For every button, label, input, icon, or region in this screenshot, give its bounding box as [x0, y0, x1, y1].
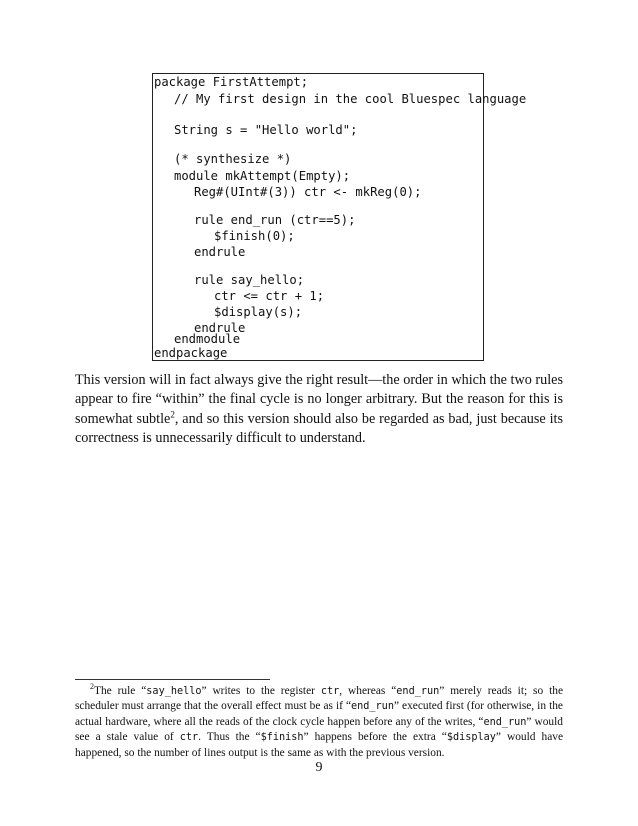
code-line: (* synthesize *) — [174, 152, 292, 166]
footnote-code: end_run — [351, 701, 394, 713]
code-line: $display(s); — [214, 305, 303, 319]
footnote-text: ” would see a stale value of — [75, 715, 563, 744]
footnote-code: ctr — [320, 686, 340, 697]
footnote-code: $display — [446, 732, 496, 744]
code-line: rule say_hello; — [194, 273, 305, 287]
footnote-text: ” happens before the extra “ — [303, 731, 447, 744]
code-line: ctr <= ctr + 1; — [214, 289, 325, 303]
code-line: endrule — [194, 245, 246, 259]
code-line: Reg#(UInt#(3)) ctr <- mkReg(0); — [194, 185, 422, 199]
footnote-text: . Thus the “ — [198, 731, 261, 744]
paragraph-text: , and so this version should also be regarded as bad, just because its correctness is unnecessarily difficult to understand. — [75, 410, 564, 447]
code-line: endmodule — [174, 332, 241, 346]
paragraph-text: This version will in fact always give the right result—the order in which the two rules appear to fire “within” the final cycle is no longer arbitrary. But the reason for this is somewhat subtle — [75, 372, 563, 427]
code-line: // My first design in the cool Bluespec language — [174, 92, 527, 106]
code-line: $finish(0); — [214, 229, 295, 243]
footnote-code: end_run — [483, 716, 527, 728]
footnote-reference: 2 — [170, 409, 175, 420]
code-line: String s = "Hello world"; — [174, 123, 358, 137]
footnote-text: ” merely reads it; so the scheduler must arrange that the overall effect must be as if “ — [75, 685, 564, 713]
code-line: endrule — [194, 321, 246, 335]
footnote-text: ” executed first (for otherwise, in the actual hardware, where all the reads of the clock cycle happen before any of the writes, “ — [75, 700, 563, 728]
footnote-marker: 2 — [90, 682, 94, 692]
footnote-text: The rule “ — [94, 685, 147, 697]
footnote-code: say_hello — [146, 686, 202, 697]
footnote-text: ” writes to the register — [201, 685, 321, 697]
code-line: package FirstAttempt; — [154, 75, 309, 89]
footnote-text: ” would have happened, so the number of lines output is the same as with the previous version. — [75, 731, 563, 759]
body-paragraph — [75, 371, 563, 449]
footnote-code: ctr — [179, 732, 199, 744]
footnote-code: end_run — [396, 686, 440, 697]
code-line: rule end_run (ctr==5); — [194, 213, 356, 227]
footnote-text: , whereas “ — [339, 685, 397, 697]
footnote-divider — [75, 679, 270, 680]
footnote-code: $finish — [260, 732, 304, 744]
code-listing — [152, 73, 527, 361]
code-line: module mkAttempt(Empty); — [174, 169, 351, 183]
page-number: 9 — [315, 760, 323, 775]
footnote — [75, 684, 563, 761]
code-line: endpackage — [154, 346, 228, 360]
